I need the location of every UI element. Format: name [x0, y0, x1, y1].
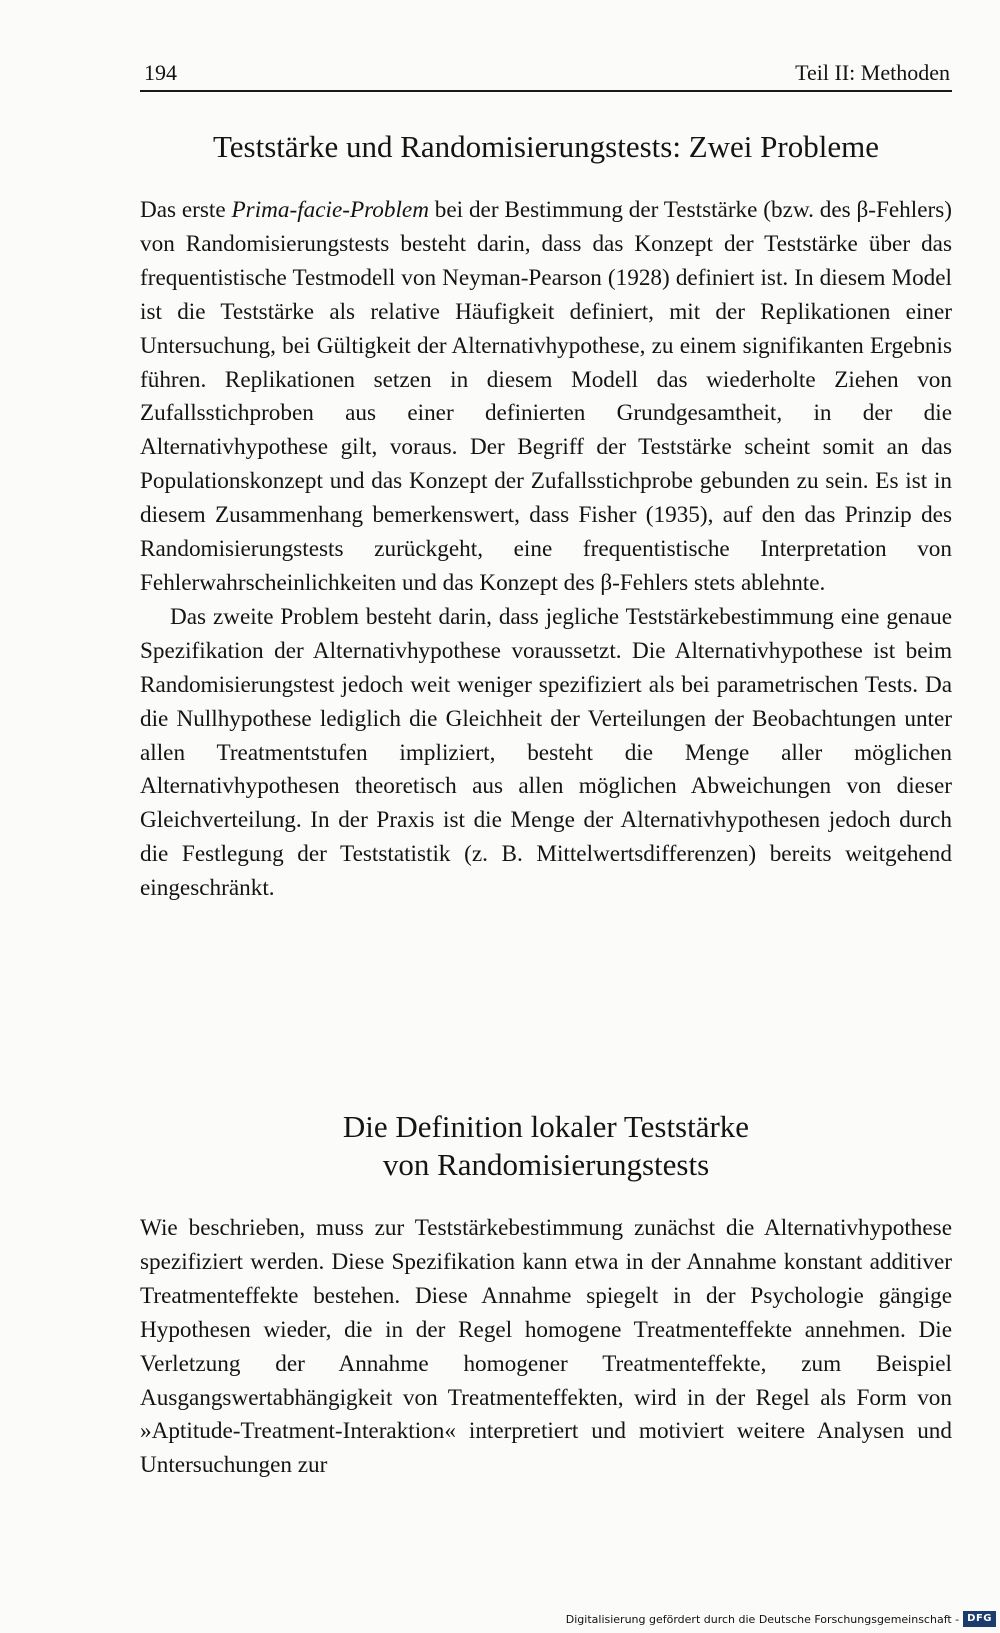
paragraph: Wie beschrieben, muss zur Teststärkebestimmung zunächst die Alternativhypothese spezifiziert werden. Diese Spezifikation kann etwa in der Annahme konstant additiver Treatmenteffekte bestehen. Diese Annahme spiegelt in der Psychologie gängige Hypothesen wieder, die in der Regel homogene Treatmenteffekte annehmen. Die Verletzung der Annahme homogener Treatmenteffekte, zum Beispiel Ausgangswertabhängigkeit von Treatmenteffekten, wird in der Regel als Form von »Aptitude-Treatment-Interaktion« interpretiert und motiviert weitere Analysen und Untersuchungen zur [140, 1215, 952, 1479]
dfg-logo: DFG [963, 1611, 996, 1627]
digitization-footer [566, 1609, 996, 1629]
paragraph-text: bei der Bestimmung der Teststärke (bzw. des β-Fehlers) von Randomisierungstests besteht darin, dass das Konzept der Teststärke über das frequentistische Testmodell von Neyman-Pearson (1928) definiert ist. In diesem Model ist die Teststärke als relative Häufigkeit definiert, mit der Replikationen einer Untersuchung, bei Gültigkeit der Alternativhypothese, zu einem signifikanten Ergebnis führen. Replikationen setzen in diesem Modell das wiederholte Ziehen von Zufallsstichproben aus einer definierten Grundgesamtheit, in der die Alternativhypothese gilt, voraus. Der Begriff der Teststärke scheint somit an das Populationskonzept und das Konzept der Zufallsstichprobe gebunden zu sein. Es ist in diesem Zusammenhang bemerkenswert, dass Fisher (1935), auf den das Prinzip des Randomisierungstests zurückgeht, eine frequentistische Interpretation von Fehlerwahrscheinlichkeiten und das Konzept des β-Fehlers stets ablehnte. [140, 197, 952, 596]
page-number: 194 [144, 60, 177, 85]
section-title: Teststärke und Randomisierungstests: Zwei Probleme [213, 129, 879, 164]
running-head: Teil II: Methoden [795, 60, 950, 85]
italic-term: Prima-facie-Problem [231, 197, 429, 223]
section-title [140, 1108, 952, 1184]
section-title-line: Die Definition lokaler Teststärke [342, 1109, 750, 1144]
page-header [140, 58, 952, 92]
paragraph-text: Das erste [140, 197, 232, 223]
section-body [140, 194, 952, 906]
section-title-line: von Randomisierungstests [382, 1147, 710, 1182]
paragraph [140, 194, 952, 601]
section-body [140, 1212, 952, 1483]
footer-text: Digitalisierung gefördert durch die Deutsche Forschungsgemeinschaft - [565, 1612, 960, 1626]
paragraph: Das zweite Problem besteht darin, dass jegliche Teststärkebestimmung eine genaue Spezifikation der Alternativhypothese voraussetzt. Die Alternativhypothese ist beim Randomisierungstest jedoch weit weniger spezifiziert als bei parametrischen Tests. Da die Nullhypothese lediglich die Gleichheit der Verteilungen der Beobachtungen unter allen Treatmentstufen impliziert, besteht die Menge aller möglichen Alternativhypothesen theoretisch aus allen möglichen Abweichungen von dieser Gleichverteilung. In der Praxis ist die Menge der Alternativhypothesen jedoch durch die Festlegung der Teststatistik (z. B. Mittelwertsdifferenzen) bereits weitgehend eingeschränkt. [140, 603, 952, 902]
